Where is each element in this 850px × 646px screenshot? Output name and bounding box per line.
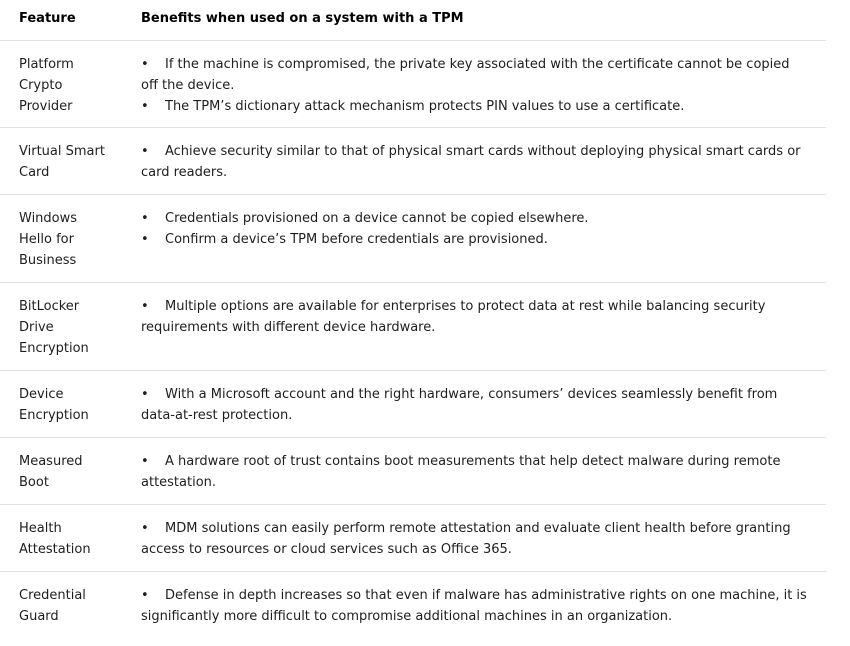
feature-name: Platform Crypto Provider (19, 57, 74, 114)
bullet-icon: • (141, 232, 149, 247)
table-row (0, 283, 826, 371)
feature-name: Credential Guard (19, 588, 86, 624)
feature-name: Virtual Smart Card (19, 144, 105, 180)
bullet-icon: • (141, 521, 149, 536)
benefits-cell (140, 41, 807, 127)
benefit-item (141, 141, 807, 183)
feature-cell (0, 195, 140, 282)
benefits-cell (140, 572, 807, 646)
benefit-text: MDM solutions can easily perform remote attestation and evaluate client health before granting access to resources or cloud services such as Office 365. (141, 521, 791, 557)
feature-cell (0, 371, 140, 437)
benefits-cell (140, 438, 807, 504)
benefits-cell (140, 371, 807, 437)
feature-cell (0, 283, 140, 370)
table-row (0, 572, 826, 646)
benefit-item (141, 518, 807, 560)
benefits-cell (140, 505, 807, 571)
bullet-icon: • (141, 454, 149, 469)
bullet-icon: • (141, 144, 149, 159)
table-row (0, 438, 826, 505)
benefit-text: Defense in depth increases so that even if malware has administrative rights on one machine, it is significantly more difficult to compromise additional machines in an organization. (141, 588, 807, 624)
feature-name: Device Encryption (19, 387, 89, 423)
feature-column-header: Feature (19, 11, 76, 26)
benefits-cell (140, 283, 807, 370)
benefit-item (141, 229, 807, 250)
feature-cell (0, 128, 140, 194)
benefits-column-header: Benefits when used on a system with a TPM (141, 11, 464, 26)
feature-cell (0, 505, 140, 571)
benefits-cell (140, 195, 807, 282)
table-row (0, 505, 826, 572)
feature-cell (0, 41, 140, 127)
benefit-item (141, 296, 807, 338)
benefit-text: Multiple options are available for enterprises to protect data at rest while balancing security requirements with different device hardware. (141, 299, 766, 335)
bullet-icon: • (141, 588, 149, 603)
benefit-item (141, 96, 807, 117)
feature-name: Health Attestation (19, 521, 91, 557)
bullet-icon: • (141, 211, 149, 226)
feature-cell (0, 438, 140, 504)
bullet-icon: • (141, 387, 149, 402)
benefit-item (141, 208, 807, 229)
bullet-icon: • (141, 299, 149, 314)
benefit-text: With a Microsoft account and the right hardware, consumers’ devices seamlessly benefit from data-at-rest protection. (141, 387, 778, 423)
benefit-text: If the machine is compromised, the private key associated with the certificate cannot be copied off the device. (141, 57, 790, 93)
feature-name: BitLocker Drive Encryption (19, 299, 89, 356)
benefit-text: Confirm a device’s TPM before credentials are provisioned. (165, 232, 548, 247)
table-row (0, 41, 826, 128)
table-row (0, 128, 826, 195)
table-row (0, 371, 826, 438)
table-header-row (0, 0, 826, 41)
benefit-text: The TPM’s dictionary attack mechanism protects PIN values to use a certificate. (165, 99, 685, 114)
bullet-icon: • (141, 57, 149, 72)
feature-cell (0, 572, 140, 646)
benefit-item (141, 384, 807, 426)
benefit-item (141, 585, 807, 627)
benefits-cell (140, 128, 807, 194)
table-row (0, 195, 826, 283)
bullet-icon: • (141, 99, 149, 114)
benefit-text: Credentials provisioned on a device cannot be copied elsewhere. (165, 211, 589, 226)
benefit-item (141, 54, 807, 96)
feature-name: Measured Boot (19, 454, 83, 490)
benefit-item (141, 451, 807, 493)
feature-name: Windows Hello for Business (19, 211, 78, 268)
benefit-text: A hardware root of trust contains boot measurements that help detect malware during remote attestation. (141, 454, 781, 490)
benefit-text: Achieve security similar to that of physical smart cards without deploying physical smart cards or card readers. (141, 144, 801, 180)
